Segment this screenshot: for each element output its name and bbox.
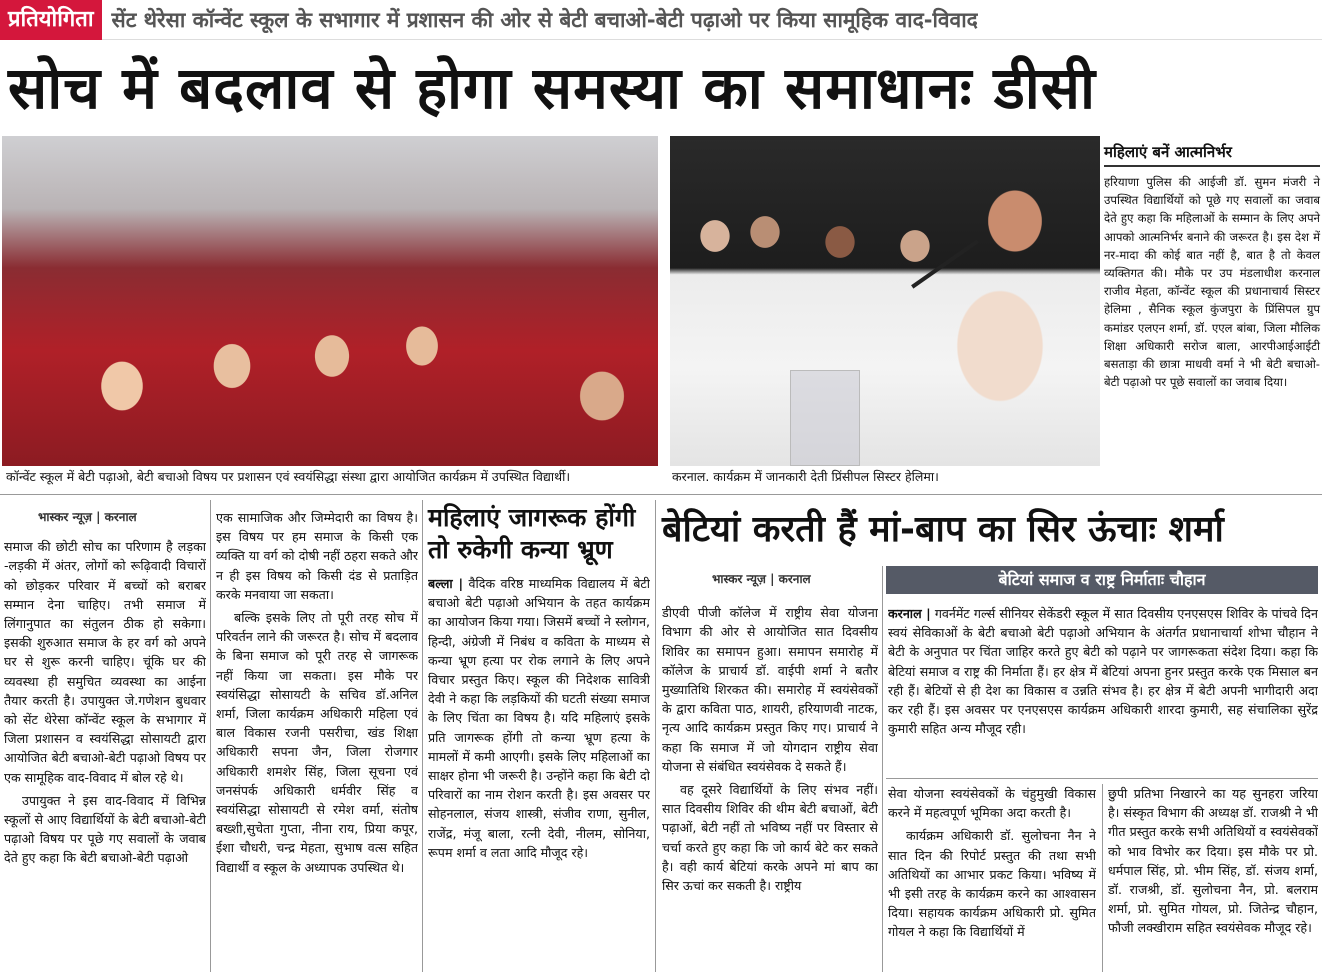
story2-headline: महिलाएं जागरूक होंगी तो रुकेगी कन्या भ्रूण <box>428 503 636 564</box>
story3-byline: भास्कर न्यूज़ | करनाल <box>712 572 811 586</box>
photo2-caption: करनाल. कार्यक्रम में जानकारी देती प्रिंसीपल सिस्टर हेलिमा। <box>672 469 939 484</box>
story3-para4: कार्यक्रम अधिकारी डॉ. सुलोचना नैन ने सात दिन की रिपोर्ट प्रस्तुत की तथा सभी अतिथियों का आभार प्रकट किया। भविष्य में भी इसी तरह के कार्यक्रम करने का आश्वासन दिया। सहायक कार्यक्रम अधिकारी प्रो. सुमित गोयल ने कहा कि विद्यार्थियों में <box>888 828 1096 940</box>
students-audience-photo <box>2 136 658 466</box>
column-rule <box>1102 784 1103 972</box>
story3-para1: डीएवी पीजी कॉलेज में राष्ट्रीय सेवा योजना विभाग की ओर से आयोजित सात दिवसीय शिविर का समापन हुआ। समापन समारोह में कॉलेज के प्राचार्य डॉ. वाईपी शर्मा ने बतौर मुख्यातिथि शिरकत की। समारोह में स्वयंसेवकों के द्वारा कविता पाठ, शायरी, हरियाणवी नाटक, नृत्य आदि कार्यक्रम प्रस्तुत किए गए। प्राचार्य ने कहा कि समाज में जो योगदान राष्ट्रीय सेवा योजना से संबंधित स्वयंसेवक दे सकते हैं। <box>662 605 878 774</box>
kicker-text: सेंट थेरेसा कॉन्वेंट स्कूल के सभागार में प्रशासन की ओर से बेटी बचाओ-बेटी पढ़ाओ पर किया सामूहिक वाद-विवाद <box>111 7 978 32</box>
story3-para2: वह दूसरे विद्यार्थियों के लिए संभव नहीं। सात दिवसीय शिविर की थीम बेटी बचाओं, बेटी पढ़ाओं, बेटी नहीं तो भविष्य नहीं पर विस्तार से चर्चा करते हुए कहा कि जो कार्य बेटे कर सकते है। वही कार्य बेटियां करके अपने मां बाप का सिर ऊचां कर सकती है। राष्ट्रीय <box>662 782 878 894</box>
story4-dateline: करनाल | <box>888 606 931 621</box>
kicker-bar <box>0 0 1322 40</box>
story3-headline: बेटियां करती हैं मां-बाप का सिर ऊंचाः शर्मा <box>662 509 1224 550</box>
story1-byline: भास्कर न्यूज़ | करनाल <box>38 510 137 524</box>
main-headline: सोच में बदलाव से होगा समस्या का समाधानः डीसी <box>8 54 1096 122</box>
story3-col2 <box>888 784 1096 972</box>
story1-para1: समाज की छोटी सोच का परिणाम है लड़का -लड़की में अंतर, लोगों को रूढ़िवादी विचारों को छोड़कर परिवार में बच्चों को बराबर सम्मान देना चाहिए। तभी समाज में लिंगानुपात का संतुलन ठीक हो सकेगा। इसकी शुरुआत समाज के हर वर्ग को अपने घर से शुरू करनी चाहिए। चूंकि घर की व्यवस्था ही समुचित व्यवस्था का आईना तैयार करती है। उपायुक्त जे.गणेशन बुधवार को सेंट थेरेसा कॉन्वेंट स्कूल के सभागार में जिला प्रशासन व स्वयंसिद्धा सोसायटी द्वारा आयोजित बेटी बचाओ-बेटी पढ़ाओ विषय पर एक सामूहिक वाद-विवाद में बोल रहे थे। <box>4 539 206 785</box>
column-rule <box>655 500 656 972</box>
section-divider <box>0 494 1322 495</box>
speaker-podium-photo <box>670 136 1100 466</box>
story1-col1 <box>4 508 206 972</box>
story1-para3: एक सामाजिक और जिम्मेदारी का विषय है। इस विषय पर हम समाज के किसी एक व्यक्ति या वर्ग को दोषी नहीं ठहरा सकते और न ही इस विषय को किसी दंड से प्रताड़ित करके मनवाया जा सकता। <box>216 510 418 602</box>
kicker-tag: प्रतियोगिता <box>0 0 102 40</box>
story4-text: गवर्नमेंट गर्ल्स सीनियर सेकेंडरी स्कूल में सात दिवसीय एनएसएस शिविर के पांचवे दिन स्वयं सेविकाओं के बेटी बचाओ बेटी पढ़ाओ अभियान के अंतर्गत प्रधानाचार्या शोभा चौहान ने बेटी के अनुपात पर चिंता जाहिर करते हुए बेटी को पढ़ाने पर जागरूकता संदेश दिया। कहा कि बेटियां समाज व राष्ट्र की निर्माता हैं। हर क्षेत्र में बेटियां अपना हुनर प्रस्तुत करके एक मिसाल बन रही हैं। बेटियों से ही देश का विकास व उन्नति संभव है। हर क्षेत्र में बेटी अपनी भागीदारी अदा कर रही हैं। इस अवसर पर एनएसएस कार्यक्रम अधिकारी शारदा कुमारी, सह संचालिका सुरेंद्र कुमारी सहित अन्य मौजूद रही। <box>888 606 1318 737</box>
story1-para4: बल्कि इसके लिए तो पूरी तरह सोच में परिवर्तन लाने की जरूरत है। सोच में बदलाव के बिना समाज को पूरी तरह से जागरूक नहीं किया जा सकता। इस मौके पर स्वयंसिद्धा सोसायटी के सचिव डॉ.अनिल शर्मा, जिला कार्यक्रम अधिकारी महिला एवं बाल विकास रजनी पसरीचा, खंड शिक्षा अधिकारी सपना जैन, जिला रोजगार अधिकारी शमशेर सिंह, जिला सूचना एवं जनसंपर्क अधिकारी धर्मवीर सिंह व स्वयंसिद्धा सोसायटी से रमेश वर्मा, संतोष बख्शी,सुचेता गुप्ता, नीना राय, प्रिया कपूर, ईशा चौधरी, चन्द्र मेहता, सुभाष वत्स सहित विद्यार्थी व स्कूल के अध्यापक उपस्थित थे। <box>216 610 418 875</box>
sidebar-body: हरियाणा पुलिस की आईजी डॉ. सुमन मंजरी ने उपस्थित विद्यार्थियों को पूछे गए सवालों का जवाब देते हुए कहा कि महिलाओं के सम्मान के लिए अपने आपको आत्मनिर्भर बनाने की जरूरत है। इस देश में नर-मादा की कोई बात नहीं है, बात है तो केवल व्यक्तिगत की। मौके पर उप मंडलाधीश करनाल राजीव मेहता, कॉन्वेंट स्कूल की प्रधानाचार्य सिस्टर हेलिमा , सैनिक स्कूल कुंजपुरा के प्रिंसिपल ग्रुप कमांडर एलएन शर्मा, डॉ. एएल बांबा, जिला मौलिक शिक्षा अधिकारी सरोज बाला, आरपीआईआईटी बसताड़ा की छात्रा माधवी वर्मा ने भी बेटी बचाओ-बेटी पढ़ाओ पर पूछे सवालों का जवाब दिया। <box>1104 175 1320 390</box>
story3-col3: छुपी प्रतिभा निखारने का यह सुनहरा जरिया है। संस्कृत विभाग की अध्यक्ष डॉ. राजश्री ने भी गीत प्रस्तुत करके सभी अतिथियों व स्वयंसेवकों को भाव विभोर कर दिया। इस मौके पर प्रो. धर्मपाल सिंह, प्रो. भीम सिंह, डॉ. संजय शर्मा, डॉ. राजश्री, डॉ. सुलोचना नैन, प्रो. बलराम शर्मा, प्रो. सुमित गोयल, प्रो. जितेन्द्र चौहान, फौजी लक्खीराम सहित स्वयंसेवक मौजूद रहे। <box>1108 786 1318 936</box>
story4-divider <box>886 778 1318 779</box>
story3-para3: सेवा योजना स्वयंसेवकों के चंहुमुखी विकास करने में महत्वपूर्ण भूमिका अदा करती है। <box>888 786 1096 821</box>
story1-para2: उपायुक्त ने इस वाद-विवाद में विभिन्न स्कूलों से आए विद्यार्थियों के बेटी बचाओ-बेटी पढ़ाओ विषय पर पूछे गए सवालों के जवाब देते हुए कहा कि बेटी बचाओ-बेटी पढ़ाओ <box>4 792 206 866</box>
story2-dateline: बल्ला | <box>428 576 464 591</box>
story4-band-headline: बेटियां समाज व राष्ट्र निर्माताः चौहान <box>886 566 1318 594</box>
story2-body: वैदिक वरिष्ठ माध्यमिक विद्यालय में बेटी बचाओ बेटी पढ़ाओ अभियान के तहत कार्यक्रम का आयोजन किया गया। जिसमें बच्चों ने स्लोगन, हिन्दी, अंग्रेजी में निबंध व कविता के माध्यम से कन्या भ्रूण हत्या पर रोक लगाने के लिए अपने विचार प्रस्तुत किए। स्कूल की निदेशक सावित्री देवी ने कहा कि लड़कियों की घटती संख्या समाज के लिए चिंता का विषय है। यदि महिलाएं इसके प्रति जागरूक होंगी तो कन्या भ्रूण हत्या के मामलों में कमी आएगी। इसके लिए महिलाओं का साक्षर होना भी जरूरी है। उन्होंने कहा कि बेटी दो परिवारों का नाम रोशन करती है। इस अवसर पर सोहनलाल, संजय शास्त्री, संजीव राणा, सुनील, राजेंद्र, मंजू बाला, रत्नी देवी, नीलम, सोनिया, रूपम शर्मा व लता आदि मौजूद रहे। <box>428 576 650 860</box>
story3-col1 <box>662 570 878 972</box>
column-rule <box>882 566 883 972</box>
column-rule <box>422 500 423 972</box>
photo1-caption: कॉन्वेंट स्कूल में बेटी पढ़ाओ, बेटी बचाओ विषय पर प्रशासन एवं स्वयंसिद्धा संस्था द्वारा आयोजित कार्यक्रम में उपस्थित विद्यार्थी। <box>6 469 571 484</box>
podium-shape <box>790 370 860 466</box>
story4-body <box>888 604 1318 774</box>
sidebar-box <box>1104 136 1320 488</box>
sidebar-title: महिलाएं बनें आत्मनिर्भर <box>1104 136 1320 167</box>
story2-body-wrap <box>428 574 650 964</box>
story1-col2 <box>216 508 418 972</box>
story2 <box>428 502 650 972</box>
column-rule <box>210 500 211 972</box>
